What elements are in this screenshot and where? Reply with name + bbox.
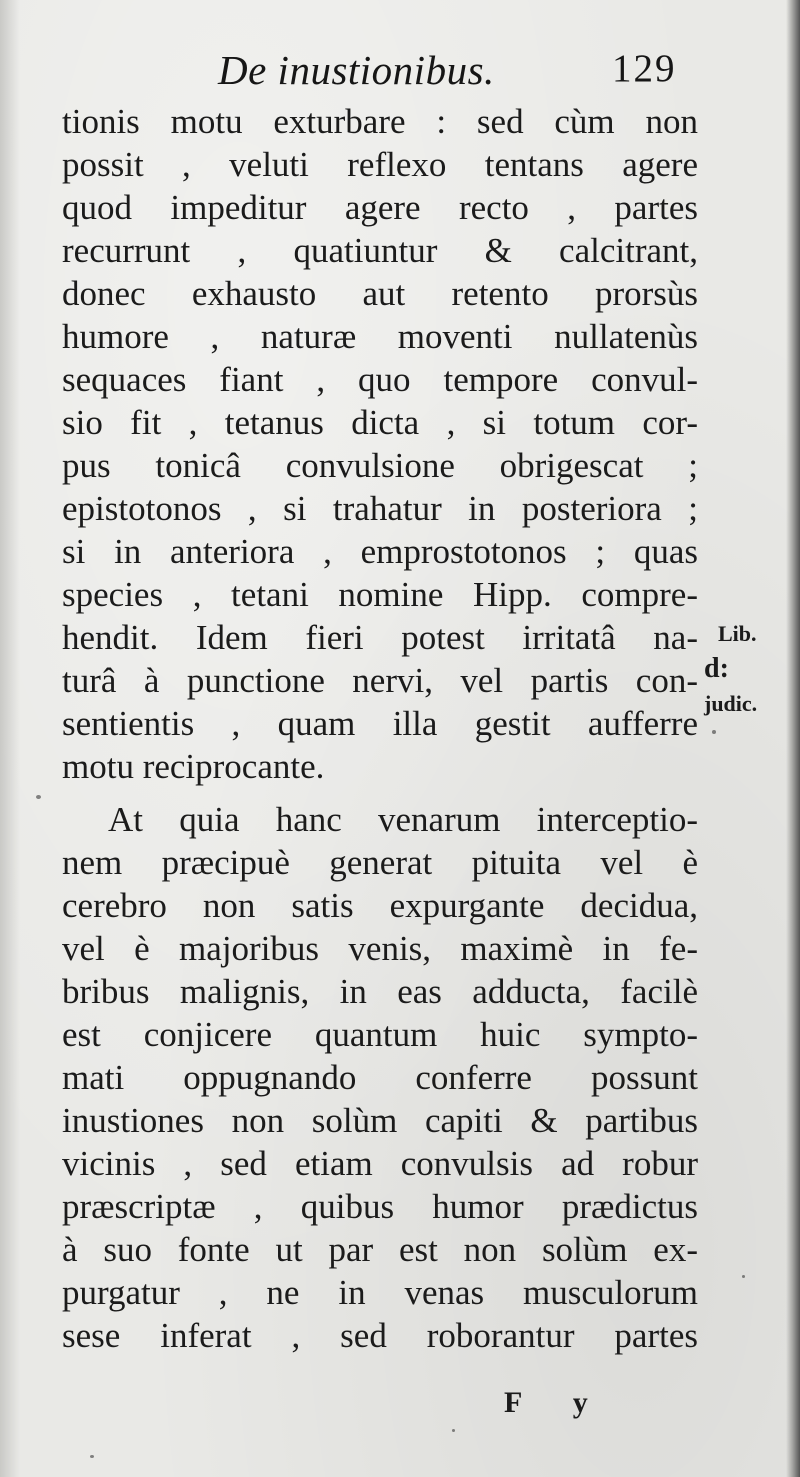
page-edge-shadow	[786, 0, 800, 1477]
running-head	[0, 40, 800, 100]
text-line: possit , veluti reflexo tentans agere	[62, 145, 698, 184]
text-line: pus tonicâ convulsione obrigescat ;	[62, 446, 698, 485]
text-line: sequaces fiant , quo tempore convul-	[62, 360, 698, 399]
text-line-paragraph-end: motu reciprocante.	[62, 747, 325, 786]
margin-note-line: d:	[704, 653, 729, 684]
text-line: sio fit , tetanus dicta , si totum cor-	[62, 403, 698, 442]
text-line: bribus malignis, in eas adducta, facilè	[62, 972, 698, 1011]
page-number: 129	[612, 47, 677, 90]
running-head-title: De inustionibus.	[218, 47, 495, 93]
paper-speck	[712, 730, 716, 734]
text-line: epistotonos , si trahatur in posteriora ;	[62, 489, 698, 528]
text-line: sese inferat , sed roborantur partes	[62, 1316, 698, 1355]
paper-speck	[452, 1429, 455, 1432]
text-line: donec exhausto aut retento prorsùs	[62, 274, 698, 313]
text-line: hendit. Idem fieri potest irritatâ na-	[62, 618, 698, 657]
text-line-paragraph-start: At quia hanc venarum interceptio-	[108, 800, 698, 839]
signature-mark: F y	[504, 1386, 610, 1419]
page-gutter-shadow	[0, 0, 20, 1477]
text-line: est conjicere quantum huic sympto-	[62, 1015, 698, 1054]
text-line: à suo fonte ut par est non solùm ex-	[62, 1230, 698, 1269]
paper-speck	[90, 1455, 94, 1458]
text-line: si in anteriora , emprostotonos ; quas	[62, 532, 698, 571]
text-line: vicinis , sed etiam convulsis ad robur	[62, 1144, 698, 1183]
text-line: inustiones non solùm capiti & partibus	[62, 1101, 698, 1140]
text-line: turâ à punctione nervi, vel partis con-	[62, 661, 698, 700]
text-line: species , tetani nomine Hipp. compre-	[62, 575, 698, 614]
body-text	[62, 100, 698, 1357]
text-line: cerebro non satis expurgante decidua,	[62, 886, 698, 925]
paper-speck	[36, 795, 41, 799]
margin-note	[704, 616, 794, 721]
margin-note-line: Lib.	[718, 621, 757, 646]
text-line: mati oppugnando conferre possunt	[62, 1058, 698, 1097]
text-line: purgatur , ne in venas musculorum	[62, 1273, 698, 1312]
text-line: vel è majoribus venis, maximè in fe-	[62, 929, 698, 968]
text-line: recurrunt , quatiuntur & calcitrant,	[62, 231, 698, 270]
margin-note-line: judic.	[704, 691, 758, 716]
paper-speck	[742, 1275, 745, 1278]
paragraph-gap	[62, 788, 698, 798]
text-line: quod impeditur agere recto , partes	[62, 188, 698, 227]
text-line: præscriptæ , quibus humor prædictus	[62, 1187, 698, 1226]
text-line: sentientis , quam illa gestit aufferre	[62, 704, 698, 743]
text-line: humore , naturæ moventi nullatenùs	[62, 317, 698, 356]
text-line: tionis motu exturbare : sed cùm non	[62, 102, 698, 141]
text-line: nem præcipuè generat pituita vel è	[62, 843, 698, 882]
